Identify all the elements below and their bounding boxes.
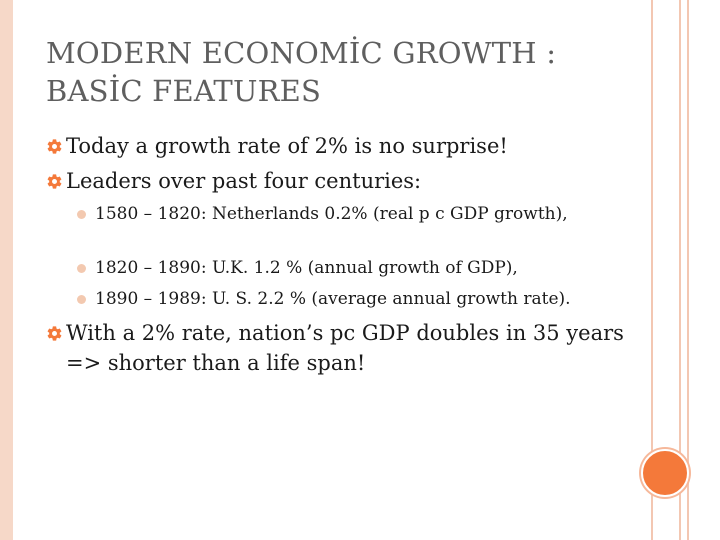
gear-icon <box>46 131 66 161</box>
title-line: BASİC FEATURES <box>46 74 322 108</box>
sub-bullet-item <box>75 287 630 312</box>
bullet-text: Leaders over past four centuries: <box>66 169 422 193</box>
decorative-circle <box>641 449 689 497</box>
sub-bullet-item <box>75 202 630 227</box>
dot-icon <box>75 202 95 227</box>
sub-bullet-text: 1580 – 1820: Netherlands 0.2% (real p c GDP growth), <box>95 204 568 224</box>
dot-icon <box>75 287 95 312</box>
bullet-item <box>46 318 626 378</box>
dot-icon <box>75 256 95 281</box>
sub-bullet-text: 1890 – 1989: U. S. 2.2 % (average annual growth rate). <box>95 289 571 309</box>
sub-bullet-text: 1820 – 1890: U.K. 1.2 % (annual growth of GDP), <box>95 258 518 278</box>
frame-rule <box>687 0 689 540</box>
title-line: MODERN ECONOMİC GROWTH : <box>46 36 557 70</box>
bullet-text: With a 2% rate, nation’s pc GDP doubles in 35 years => shorter than a life span! <box>66 321 624 375</box>
sub-bullet-item <box>75 256 630 281</box>
bullet-text: Today a growth rate of 2% is no surprise! <box>66 134 508 158</box>
slide-title <box>46 34 606 110</box>
slide-frame-left <box>0 0 13 540</box>
gear-icon <box>46 166 66 196</box>
gear-icon <box>46 318 66 348</box>
bullet-item <box>46 166 626 196</box>
bullet-item <box>46 131 626 161</box>
